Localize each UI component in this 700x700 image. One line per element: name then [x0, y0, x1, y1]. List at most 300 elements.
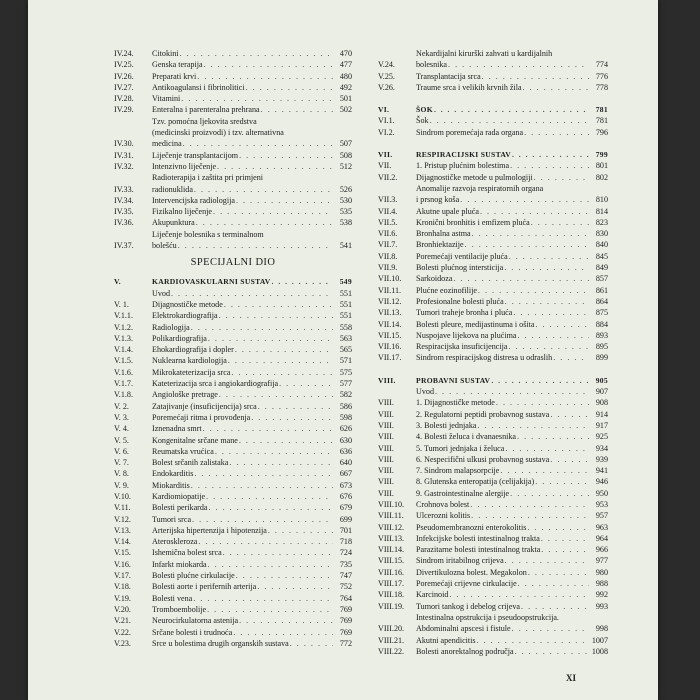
toc-entry [378, 454, 608, 465]
entry-page: 796 [595, 127, 608, 137]
entry-title [152, 378, 333, 389]
entry-title [152, 355, 333, 366]
entry-number: VII.2. [378, 172, 398, 182]
entry-title-line [416, 623, 589, 634]
toc-entry [114, 116, 352, 150]
entry-title [152, 514, 333, 525]
dot-leader [246, 82, 333, 93]
entry-number: V.1.4. [114, 345, 133, 355]
entry-title [416, 386, 589, 397]
entry-number: VIII. [378, 420, 394, 430]
entry-page: 470 [339, 49, 352, 58]
entry-title-text: Reumatska vrućica [152, 446, 214, 456]
toc-entry [378, 522, 608, 533]
entry-title-text: Fizikalno liječenje [152, 207, 213, 217]
toc-entry [114, 59, 352, 70]
entry-page: 946 [595, 477, 608, 487]
entry-number: VIII. [378, 443, 394, 453]
toc-entry [378, 646, 608, 657]
entry-title [416, 115, 589, 126]
entry-title-text: Ulcerozni kolitis [416, 511, 471, 521]
toc-entry [378, 285, 608, 296]
entry-page: 565 [339, 345, 352, 355]
entry-title-text: Bolesti aorte i perifernih arterija [152, 582, 257, 592]
entry-title [152, 59, 333, 70]
entry-title-text: Bolesti pleure, medijastinuma i ošita [416, 319, 535, 329]
entry-page: 501 [339, 94, 352, 104]
dot-leader [553, 352, 589, 363]
entry-title-text: 4. Bolesti želuca i dvanaesnika [416, 432, 517, 442]
dot-leader [181, 93, 333, 104]
toc-entry [378, 127, 608, 138]
special-part-heading: SPECIJALNI DIO [190, 257, 276, 269]
entry-title-text: Kardiomiopatije [152, 491, 206, 501]
entry-title [416, 71, 589, 82]
entry-number: V. 7. [114, 458, 129, 468]
entry-title-text: Sarkoidoza [416, 274, 453, 284]
dot-leader [448, 59, 589, 70]
toc-entry [378, 386, 608, 397]
entry-page: 747 [339, 571, 352, 581]
toc-entry [114, 389, 352, 400]
dot-leader [515, 646, 589, 657]
entry-number: VIII.15. [378, 556, 405, 566]
entry-number: V.20. [114, 604, 131, 614]
toc-entry [378, 352, 608, 363]
entry-title-text: Sindrom respiracijskog distresa u odraslih [416, 353, 553, 363]
dot-leader [183, 138, 333, 149]
toc-entry [378, 555, 608, 566]
section-title [416, 104, 589, 115]
entry-number: VII.8. [378, 251, 398, 261]
section-heading-row [378, 149, 608, 160]
entry-page: 764 [339, 593, 352, 603]
dot-leader [472, 228, 589, 239]
entry-page: 781 [595, 116, 608, 126]
entry-number: VIII.20. [378, 624, 405, 634]
dot-leader [224, 299, 333, 310]
entry-number: IV.35. [114, 207, 134, 217]
entry-title [416, 330, 589, 341]
entry-number: VII.3. [378, 195, 398, 205]
entry-page: 908 [595, 398, 608, 408]
entry-title [152, 627, 333, 638]
toc-entry [378, 567, 608, 578]
entry-number: V.16. [114, 559, 131, 569]
entry-page: 769 [339, 604, 352, 614]
entry-title [152, 104, 333, 115]
entry-title-text: 1. Dijagnostičke metode [416, 398, 495, 408]
entry-page: 884 [595, 319, 608, 329]
entry-number: V.15. [114, 548, 131, 558]
toc-entry [114, 378, 352, 389]
dot-leader [541, 533, 589, 544]
toc-entry [114, 593, 352, 604]
section-title-text: PROBAVNI SUSTAV [416, 375, 491, 385]
entry-number: V.24. [378, 60, 395, 70]
dot-leader [194, 468, 333, 479]
entry-title [152, 604, 333, 615]
entry-title-text: 8. Glutenska enteropatija (celijakija) [416, 477, 535, 487]
entry-title-text: Infekcijske bolesti intestinalnog trakta [416, 533, 540, 543]
entry-page: 724 [339, 548, 352, 558]
entry-page: 895 [595, 342, 608, 352]
dot-leader [477, 635, 589, 646]
entry-title [152, 502, 333, 513]
entry-title [152, 491, 333, 502]
entry-title-text: Bronhiektazije [416, 240, 464, 250]
toc-entry [114, 423, 352, 434]
entry-title-text: 9. Gastrointestinalne alergije [416, 488, 510, 498]
dot-leader [261, 104, 333, 115]
entry-page: 907 [595, 387, 608, 397]
entry-page: 752 [339, 582, 352, 592]
entry-title [416, 443, 589, 454]
entry-title-text: Transplantacija srca [416, 71, 481, 81]
dot-leader [204, 59, 333, 70]
dot-leader [505, 296, 589, 307]
dot-leader [510, 160, 589, 171]
entry-title [416, 522, 589, 533]
entry-page: 914 [595, 409, 608, 419]
toc-entry [114, 435, 352, 446]
entry-title-text: Bolesti anorektalnog područja [416, 646, 514, 656]
entry-number: VIII. [378, 488, 394, 498]
entry-title-text: Bolest srčanih zalistaka [152, 458, 229, 468]
entry-page: 893 [595, 330, 608, 340]
entry-page: 953 [595, 499, 608, 509]
entry-title [152, 435, 333, 446]
toc-entry [114, 217, 352, 228]
entry-page: 769 [339, 616, 352, 626]
toc-entry [114, 457, 352, 468]
entry-number: VII.10. [378, 274, 402, 284]
toc-entry [378, 228, 608, 239]
toc-entry [378, 48, 608, 71]
entry-title-text: medicina [152, 139, 182, 149]
toc-group-vii [378, 160, 608, 363]
entry-title [416, 544, 589, 555]
dot-leader [505, 443, 589, 454]
entry-title-text: Intestinalna opstrukcija i pseudoopstrukcija. [416, 612, 559, 622]
entry-page: 502 [339, 105, 352, 115]
dot-leader [178, 240, 333, 251]
toc-entry [114, 559, 352, 570]
toc-entry [114, 525, 352, 536]
dot-leader [192, 514, 333, 525]
entry-title-text: Liječenje bolesnika s terminalnom [152, 229, 264, 239]
entry-title-text: Traume srca i velikih krvnih žila [416, 82, 522, 92]
entry-number: VII.9. [378, 263, 398, 273]
entry-title [152, 71, 333, 82]
entry-title [416, 228, 589, 239]
toc-entry [114, 150, 352, 161]
entry-number: VI.2. [378, 127, 395, 137]
entry-number: V. 3. [114, 412, 129, 422]
entry-title [416, 251, 589, 262]
entry-page: 917 [595, 420, 608, 430]
entry-title-text: Karcinoid [416, 590, 449, 600]
entry-number: IV.33. [114, 184, 134, 194]
dot-leader [541, 544, 589, 555]
entry-number: VII.7. [378, 240, 398, 250]
dot-leader [434, 104, 589, 115]
entry-page: 899 [595, 353, 608, 363]
entry-page: 857 [595, 274, 608, 284]
entry-number: VI.1. [378, 116, 395, 126]
entry-page: 840 [595, 240, 608, 250]
section-title [416, 375, 589, 386]
toc-entry [378, 160, 608, 171]
toc-entry [378, 544, 608, 555]
dot-leader [480, 206, 589, 217]
dot-leader [505, 555, 589, 566]
entry-title-text: Radioterapija i zaštita pri primjeni [152, 173, 264, 183]
toc-entry [378, 296, 608, 307]
entry-title-line [152, 229, 333, 240]
entry-title [416, 533, 589, 544]
entry-title [152, 480, 333, 491]
entry-page: 541 [339, 241, 352, 251]
entry-title-text: Zatajivanje (insuficijencija) srca [152, 401, 257, 411]
entry-page: 512 [339, 161, 352, 171]
entry-title [416, 499, 589, 510]
toc-entry [378, 420, 608, 431]
entry-title-text: Poremećaji crijevne cirkulacije [416, 579, 517, 589]
entry-title [152, 525, 333, 536]
entry-number: IV.30. [114, 139, 134, 149]
entry-title [416, 612, 589, 635]
toc-group-iv [114, 48, 352, 251]
entry-page: 998 [595, 624, 608, 634]
entry-number: IV.37. [114, 241, 134, 251]
toc-entry [378, 183, 608, 206]
entry-number: V.1.7. [114, 379, 133, 389]
dot-leader [239, 150, 333, 161]
entry-number: V.1.1. [114, 311, 133, 321]
toc-entry [378, 341, 608, 352]
toc-entry [114, 401, 352, 412]
toc-entry [378, 251, 608, 262]
entry-title [416, 488, 589, 499]
entry-number: V.1.6. [114, 367, 133, 377]
toc-entry [114, 547, 352, 558]
entry-title-text: Sindrom poremećaja rada organa [416, 127, 524, 137]
entry-page: 735 [339, 559, 352, 569]
entry-title [416, 341, 589, 352]
toc-entry [378, 431, 608, 442]
entry-title [152, 468, 333, 479]
entry-page: 980 [595, 567, 608, 577]
entry-page: 718 [339, 537, 352, 547]
entry-page: 640 [339, 458, 352, 468]
entry-page: 630 [339, 435, 352, 445]
dot-leader [279, 378, 333, 389]
entry-title [152, 217, 333, 228]
entry-number: VII.17. [378, 353, 402, 363]
entry-title [416, 567, 589, 578]
section-number: VII. [378, 150, 393, 160]
toc-entry [114, 615, 352, 626]
dot-leader [531, 217, 589, 228]
dot-leader [470, 499, 589, 510]
entry-number: V.1.8. [114, 390, 133, 400]
entry-title-text: Parazitarne bolesti intestinalnog trakta [416, 545, 541, 555]
entry-number: VIII.14. [378, 545, 405, 555]
entry-title [416, 578, 589, 589]
entry-number: IV.28. [114, 94, 134, 104]
entry-title [152, 638, 333, 649]
entry-title-text: Miokarditis [152, 480, 190, 490]
dot-leader [213, 206, 333, 217]
dot-leader [449, 589, 589, 600]
toc-entry [114, 514, 352, 525]
entry-title [416, 352, 589, 363]
section-viii-heading [378, 375, 608, 386]
entry-number: V.12. [114, 514, 131, 524]
toc-group-v-continued [378, 48, 608, 93]
entry-title-text: Abdominalni apscesi i fistule [416, 624, 511, 634]
entry-title [416, 555, 589, 566]
entry-title [152, 299, 333, 310]
entry-page: 526 [339, 184, 352, 194]
toc-entry [114, 355, 352, 366]
dot-leader [550, 454, 589, 465]
entry-number: IV.27. [114, 82, 134, 92]
entry-page: 774 [595, 60, 608, 70]
toc-entry [114, 412, 352, 423]
entry-page: 776 [595, 71, 608, 81]
dot-leader [209, 502, 333, 513]
entry-page: 535 [339, 207, 352, 217]
dot-leader [524, 127, 589, 138]
entry-number: V.1.5. [114, 356, 133, 366]
dot-leader [206, 491, 333, 502]
toc-entry [378, 172, 608, 183]
toc-entry [378, 476, 608, 487]
entry-title-line [416, 59, 589, 70]
entry-number: VIII.11. [378, 511, 404, 521]
entry-number: VIII.16. [378, 567, 405, 577]
entry-page: 769 [339, 627, 352, 637]
dot-leader [197, 71, 333, 82]
entry-title [152, 412, 333, 423]
toc-entry [378, 612, 608, 635]
entry-title [416, 262, 589, 273]
section-title [152, 276, 333, 287]
dot-leader [208, 333, 333, 344]
dot-leader [268, 525, 333, 536]
entry-title-text: 3. Bolesti jednjaka [416, 420, 477, 430]
entry-title [416, 510, 589, 521]
entry-title-text: Sindrom iritabilnog crijeva [416, 556, 504, 566]
entry-page: 598 [339, 412, 352, 422]
entry-title [152, 82, 333, 93]
toc-entry [114, 468, 352, 479]
entry-page: 864 [595, 296, 608, 306]
entry-page: 679 [339, 503, 352, 513]
section-title-text: KARDIOVASKULARNI SUSTAV [152, 277, 271, 287]
entry-number: VIII.10. [378, 499, 405, 509]
entry-title [152, 48, 333, 59]
entry-title [416, 307, 589, 318]
entry-title-text: Kateterizacija srca i angiokardiografija [152, 379, 279, 389]
entry-title-text: Crohnova bolest [416, 499, 470, 509]
entry-number: VIII.21. [378, 635, 405, 645]
entry-title-text: Nekardijalni kirurški zahvati u kardijalnih [416, 49, 553, 58]
entry-title-text: Iznenadna smrt [152, 424, 202, 434]
dot-leader [512, 623, 589, 634]
toc-entry [378, 206, 608, 217]
entry-title-text: Poremećaji ritma i provođenja [152, 412, 251, 422]
toc-entry [114, 502, 352, 513]
entry-page: 992 [595, 590, 608, 600]
entry-title [416, 420, 589, 431]
entry-title-text: Bolesti plućne cirkulacije [152, 571, 235, 581]
entry-title-text: Kronični bronhitis i emfizem pluća [416, 217, 530, 227]
dot-leader [517, 330, 589, 341]
toc-entry [378, 319, 608, 330]
entry-title [416, 273, 589, 284]
toc-entry [114, 71, 352, 82]
entry-title-text: Arterijska hipertenzija i hipotenzija [152, 525, 267, 535]
dot-leader [535, 319, 589, 330]
dot-leader [229, 457, 333, 468]
entry-title [152, 615, 333, 626]
entry-number: VIII.17. [378, 579, 405, 589]
entry-title [416, 217, 589, 228]
toc-entry [114, 536, 352, 547]
entry-title [416, 172, 589, 183]
entry-title-line [416, 612, 589, 623]
entry-title-text: Enteralna i parenteralna prehrana [152, 105, 260, 115]
entry-title-text: Citokini [152, 49, 179, 58]
dot-leader [231, 367, 333, 378]
section-page: 799 [595, 150, 608, 160]
toc-entry [378, 510, 608, 521]
section-page: 781 [595, 105, 608, 115]
entry-number: VIII. [378, 454, 394, 464]
entry-page: 849 [595, 263, 608, 273]
book-page [28, 0, 658, 700]
entry-number: VIII. [378, 409, 394, 419]
entry-title-text: Antikoagulansi i fibrinolitici [152, 82, 245, 92]
entry-title [416, 397, 589, 408]
dot-leader [171, 288, 333, 299]
dot-leader [207, 604, 333, 615]
entry-page: 571 [339, 356, 352, 366]
dot-leader [257, 581, 333, 592]
entry-page: 939 [595, 454, 608, 464]
entry-page: 477 [339, 60, 352, 70]
entry-number: VIII. [378, 432, 394, 442]
entry-title-text: Anomalije razvoja respiratornih organa [416, 183, 544, 193]
toc-entry [378, 465, 608, 476]
entry-number: VIII. [378, 398, 394, 408]
entry-number: V. 2. [114, 401, 129, 411]
entry-page: 667 [339, 469, 352, 479]
dot-leader [500, 465, 589, 476]
entry-number: VIII. [378, 477, 394, 487]
entry-page: 1008 [591, 646, 608, 656]
dot-leader [528, 567, 589, 578]
toc-entry [114, 581, 352, 592]
entry-page: 551 [339, 311, 352, 321]
entry-page: 802 [595, 172, 608, 182]
toc-entry [378, 443, 608, 454]
entry-title-text: Neurocirkulatorna astenija [152, 616, 239, 626]
toc-entry [114, 93, 352, 104]
